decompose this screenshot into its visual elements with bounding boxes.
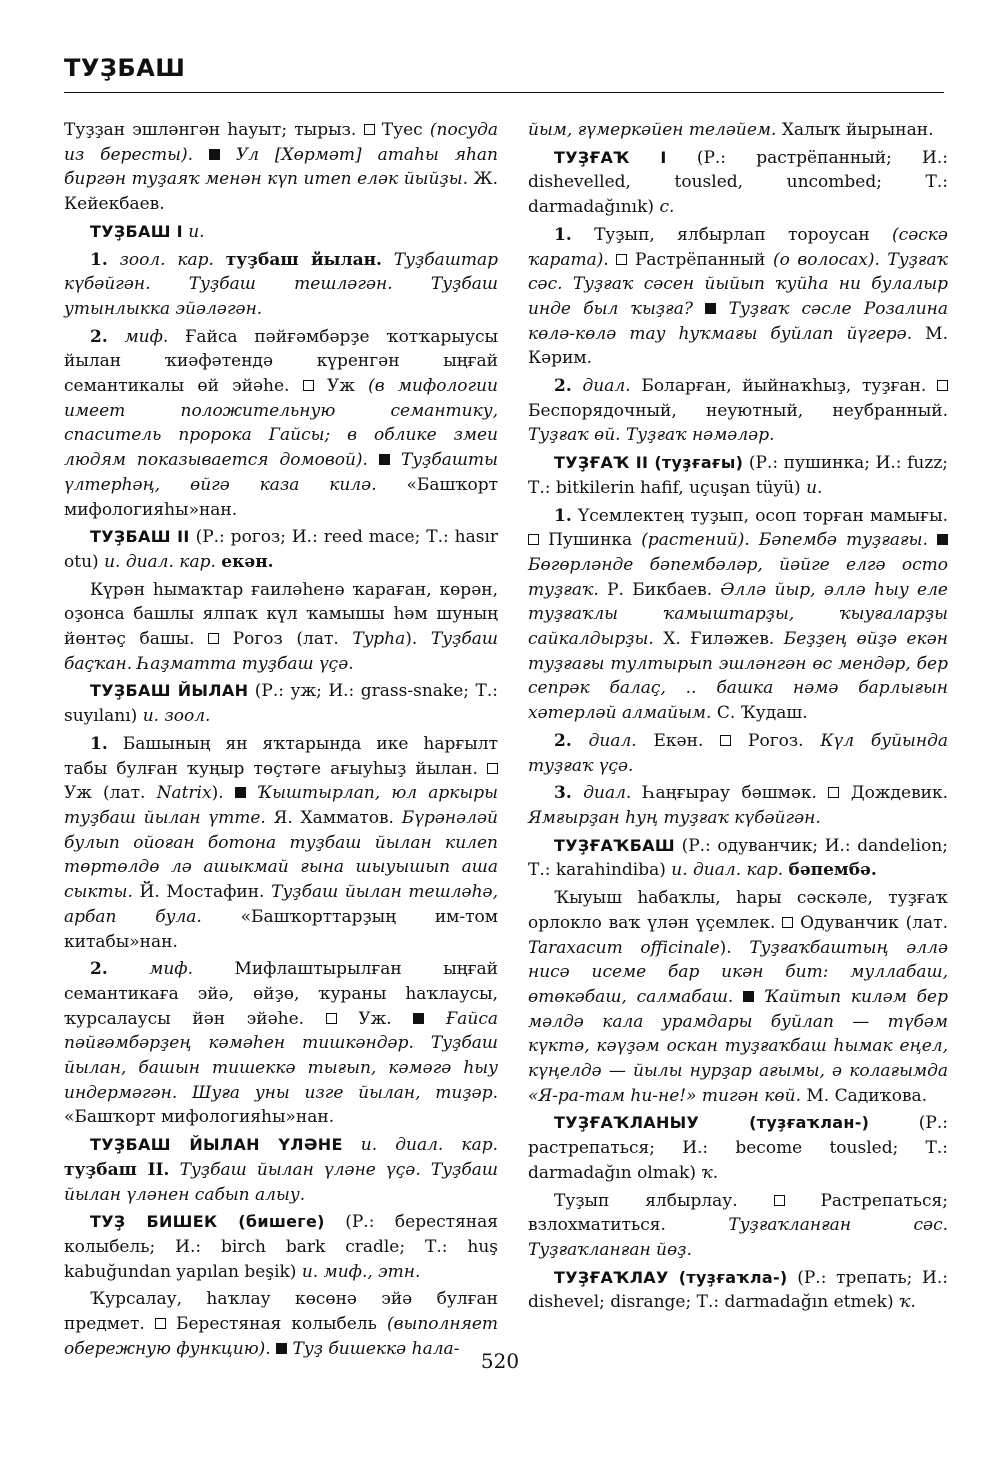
dictionary-entry-head: ТУҘҒАҠ I (Р.: растрёпанный; И.: dishevelled, tousled, uncombed; Т.: darmadağınık) с. bbox=[528, 147, 948, 218]
sense-paragraph: 2. миф. Ғайса пәйғәмбәрҙе ҡотҡарыусы йылан ҡиәфәтендә күренгән ыңғай семантикалы өй эйәһе. Уж (в мифологии имеет положительную семантику, спаситель пророка Гайсы; в облике змеи людям показывается домовой). Туҙбашты үлтерһәң, өйгә каза килә. «Башҡорт мифологияһы»нан. bbox=[64, 326, 499, 520]
left-column bbox=[64, 118, 498, 1364]
open-square-icon bbox=[326, 1013, 337, 1024]
sense-paragraph: Күрән һымаҡтар ғаиләһенә ҡараған, көрән, оҙонса башлы ялпаҡ күл ҡамышы һәм шуның йөнтәҫ башы. Рогоз (лат. Typha). Туҙбаш баҫҡан. Һаҙматта туҙбаш үҫә. bbox=[64, 579, 498, 674]
sense-paragraph: 2. диал. Боларған, йыйнаҡһыҙ, туҙған. Беспорядочный, неуютный, неубранный. Туҙғаҡ өй. Туҙғаҡ нәмәләр. bbox=[528, 376, 948, 446]
sense-paragraph: 1. Башының ян яҡтарында ике һарғылт табы булған ҡуңыр төҫтәге ағыуһыҙ йылан. Уж (лат. Natrix). Ҡыштырлап, юл аркыры туҙбаш йылан үтте. Я. Хамматов. Бүрәнәләй булып ойоған ботона туҙбаш йылан килеп төртөлдө лә ашыкмай ғына шыуышып аша сыкты. Й. Мостафин. Туҙбаш йылан тешләһә, арбап була. «Башҡорттарҙың им-том китабы»нан. bbox=[64, 733, 499, 952]
filled-square-icon bbox=[743, 991, 754, 1002]
filled-square-icon bbox=[209, 149, 220, 160]
open-square-icon bbox=[937, 380, 948, 391]
dictionary-entry-head: ТУҘБАШ II (Р.: рогоз; И.: reed mace; Т.: hasır otu) и. диал. кар. екән. bbox=[64, 527, 499, 572]
dictionary-entry-head: ТУҘБАШ I и. bbox=[90, 221, 205, 242]
running-head: ТУҘБАШ bbox=[64, 54, 186, 82]
sense-paragraph: 3. диал. Һаңғырау бәшмәк. Дождевик. Ямғырҙан һуң туҙғаҡ күбәйгән. bbox=[528, 783, 948, 828]
filled-square-icon bbox=[937, 534, 948, 545]
open-square-icon bbox=[155, 1318, 166, 1329]
open-square-icon bbox=[774, 1195, 785, 1206]
dictionary-entry-head: ТУҘБАШ ЙЫЛАН (Р.: уж; И.: grass-snake; Т.: suyılanı) и. зоол. bbox=[64, 681, 498, 727]
open-square-icon bbox=[208, 633, 219, 644]
page-number: 520 bbox=[480, 1349, 520, 1373]
sense-paragraph: 1. Үсемлектең туҙып, осоп торған мамығы. Пушинка (растений). Бәпембә туҙғағы. Бөгөрләнде бәпембәләр, йәйге елгә осто туҙғаҡ. Р. Бикбаев. Әллә йыр, әллә һыу еле туҙғаҡлы ҡамыштарҙы, ҡыуғаларҙы сайкалдырҙы. Х. Ғиләжев. Беҙҙең өйҙә екән туҙғағы тултырып эшләнгән өс мендәр, бер сепрәк балаҫ, .. башка нәмә барлығын хәтерләй алмайым. С. Ҡудаш. bbox=[528, 505, 948, 724]
filled-square-icon bbox=[235, 787, 246, 798]
open-square-icon bbox=[720, 735, 731, 746]
open-square-icon bbox=[616, 254, 627, 265]
dictionary-entry-head: ТУҘҒАҠЛАУ (туҙғаҡла-) (Р.: трепать; И.: dishevel; disrange; Т.: darmadağın etmek) ҡ. bbox=[528, 1267, 948, 1313]
sense-paragraph: 1. зоол. кар. туҙбаш йылан. Туҙбаштар күбәйгән. Туҙбаш тешләгән. Туҙбаш утынлыкка эйәләгән. bbox=[64, 249, 499, 319]
sense-paragraph: Ҡурсалау, һаҡлау көсөнә эйә булған предмет. Берестяная колыбель (выполняет обережную функцию). Туҙ бишеккә һала- bbox=[64, 1289, 498, 1359]
sense-paragraph: 1. Туҙып, ялбырлап тороусан (сәскә ҡарата). Растрёпанный (о волосах). Туҙғаҡ сәс. Туҙғаҡ сәсен йыйып ҡуйһа ни булалыр инде был ҡыҙға? Туҙғаҡ сәсле Розалина көлә-көлә тау һуҡмағы буйлап йүгерә. М. Кәрим. bbox=[528, 224, 949, 369]
right-column bbox=[528, 118, 948, 1318]
open-square-icon bbox=[487, 763, 498, 774]
dictionary-entry-head: ТУҘҒАҠБАШ (Р.: одуванчик; И.: dandelion; Т.: karahindiba) и. диал. кар. бәпембә. bbox=[528, 835, 948, 881]
dictionary-entry-head: ТУҘҒАҠЛАНЫУ (туҙғаҡлан-) (Р.: растрепаться; И.: become tousled; Т.: darmadağın olmak) ҡ. bbox=[528, 1113, 948, 1183]
sense-paragraph: Туҙып ялбырлау. Растрепаться; взлохматиться. Туҙғаҡланған сәс. Туҙғаҡланған йөҙ. bbox=[528, 1190, 948, 1260]
filled-square-icon bbox=[379, 454, 390, 465]
open-square-icon bbox=[782, 917, 793, 928]
dictionary-entry-head: ТУҘБАШ ЙЫЛАН ҮЛӘНЕ и. диал. кар. туҙбаш II. Туҙбаш йылан үләне үҫә. Туҙбаш йылан үләнен сабып алыу. bbox=[64, 1135, 499, 1205]
sense-paragraph: Ҡыуыш һабаҡлы, һары сәскәле, туҙғаҡ орлокло ваҡ үлән үҫемлек. Одуванчик (лат. Taraxacum officinale). Туҙғаҡбаштың әллә нисә исеме бар икән бит: муллабаш, өтөкәбаш, салмабаш. Ҡайтып киләм бер мәлдә кала урамдары буйлап — түбәм күктә, кәүҙәм оскан туҙғаҡбаш һымак еңел, күңелдә — йылы нурҙар ағымы, ә колағымда «Я-ра-там hи-не!» тигән көй. М. Садиҡова. bbox=[528, 888, 949, 1106]
open-square-icon bbox=[303, 380, 314, 391]
continued-text: йым, ғүмеркәйен теләйем. Халыҡ йырынан. bbox=[528, 120, 934, 140]
filled-square-icon bbox=[413, 1013, 424, 1024]
header-rule bbox=[64, 92, 944, 93]
filled-square-icon bbox=[705, 303, 716, 314]
open-square-icon bbox=[828, 787, 839, 798]
open-square-icon bbox=[528, 534, 539, 545]
open-square-icon bbox=[364, 124, 375, 135]
dictionary-entry-head: ТУҘ БИШЕК (бишеге) (Р.: берестяная колыбель; И.: birch bark cradle; Т.: huş kabuğundan yapılan beşik) и. миф., этн. bbox=[64, 1212, 498, 1282]
sense-paragraph: 2. диал. Екән. Рогоз. Күл буйында туҙғаҡ үҫә. bbox=[528, 730, 948, 776]
continued-text: Туҙҙан эшләнгән һауыт; тырыз. Туес (посуда из бересты). Ул [Хөрмәт] атаһы яһап биргән туҙаяҡ менән күп итеп еләк йыйҙы. Ж. Кейекбаев. bbox=[64, 120, 498, 215]
sense-paragraph: 2. миф. Мифлаштырылған ыңғай семантикаға эйә, өйҙө, ҡураны һаҡлаусы, ҡурсалаусы йән эйәһе. Уж. Ғайса пәйғәмбәрҙең кәмәһен тишкәндәр. Туҙбаш йылан, башын тишеккә тығып, кәмәгә һыу индермәгән. Шуға уны изге йылан, тиҙәр. «Башҡорт мифологияһы»нан. bbox=[64, 959, 498, 1128]
dictionary-entry-head: ТУҘҒАҠ II (туҙғағы) (Р.: пушинка; И.: fuzz; Т.: bitkilerin hafif, uçuşan tüyü) и. bbox=[528, 453, 948, 498]
